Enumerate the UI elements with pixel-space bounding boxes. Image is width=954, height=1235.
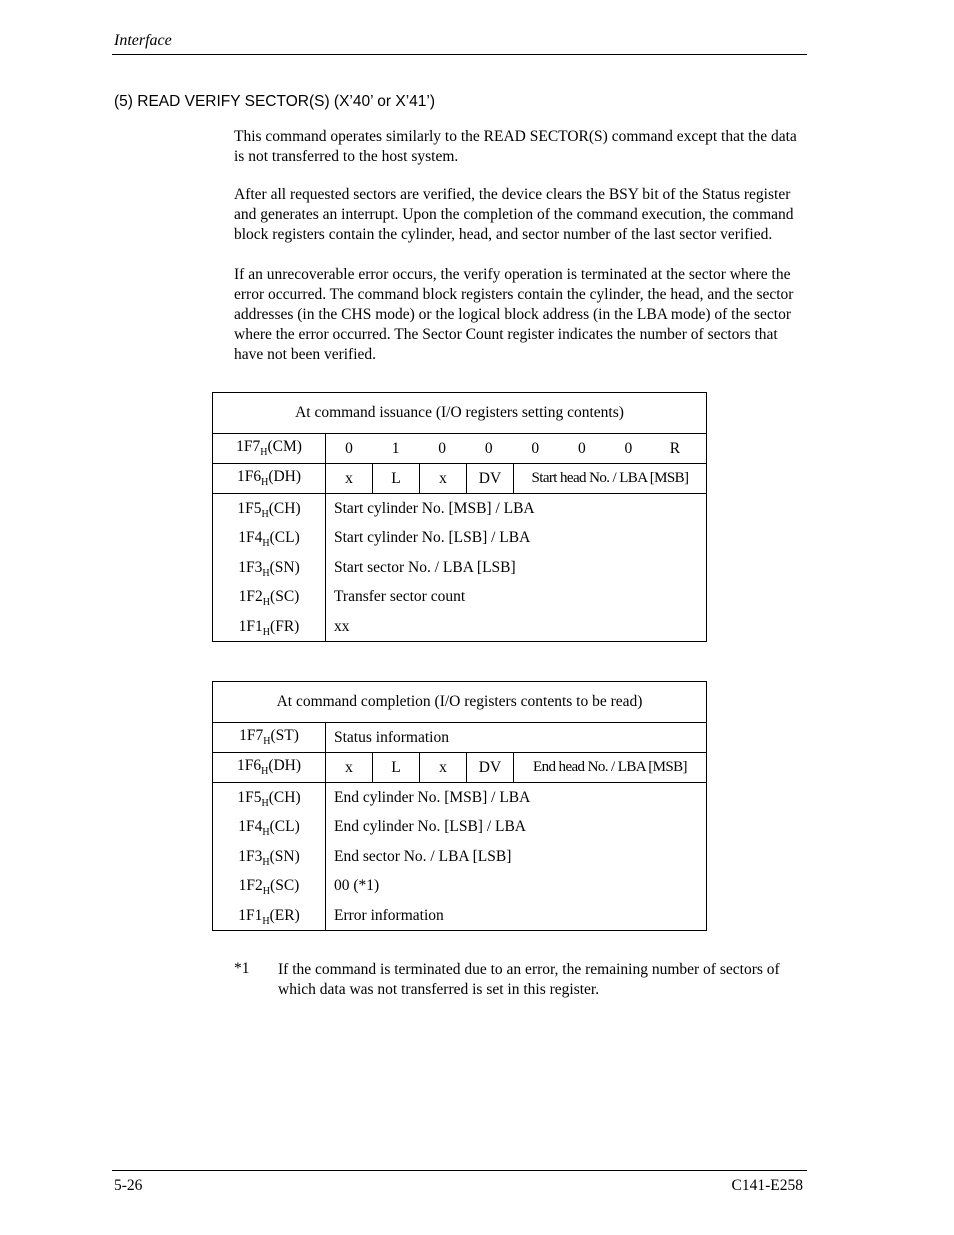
register-name: $1F6_H(DH)$	[213, 753, 326, 783]
bit: 1	[391, 439, 400, 457]
register-name: $1F7_H(ST)$	[213, 723, 326, 753]
dh-cell: x	[326, 464, 373, 493]
register-name: $1F1_H(ER)$	[238, 906, 300, 927]
device-head-bits	[326, 753, 707, 783]
register-value: xx	[334, 617, 350, 635]
register-value: End cylinder No. [MSB] / LBA	[334, 789, 531, 806]
section-heading: (5) READ VERIFY SECTOR(S) (X’40’ or X’41’)	[114, 93, 435, 110]
register-value: End cylinder No. [LSB] / LBA	[334, 818, 527, 836]
register-name: $1F7_H(CM)$	[213, 434, 326, 464]
register-value: Start cylinder No. [LSB] / LBA	[334, 529, 531, 547]
register-name: $1F5_H(CH)$	[237, 789, 301, 810]
paragraph: If an unrecoverable error occurs, the verify operation is terminated at the sector where the error occurred. The command block registers contain the cylinder, the head, and the sector addresses (in the CHS mode) or the logical block address (in the LBA mode) of the sector where the error occurred. The Sector Count register indicates the number of sectors that have not been verified.	[234, 266, 794, 363]
page-header-title: Interface	[114, 32, 172, 49]
register-value: Status information	[326, 723, 707, 753]
dh-cell: x	[420, 464, 467, 493]
register-value-group	[326, 494, 707, 642]
bit: 0	[531, 439, 540, 457]
bit: 0	[484, 439, 493, 457]
register-name: $1F4_H(CL)$	[238, 529, 300, 550]
dh-head-field: End head No. / LBA [MSB]	[533, 759, 687, 775]
register-value: Start sector No. / LBA [LSB]	[334, 558, 516, 576]
paragraph: This command operates similarly to the READ SECTOR(S) command except that the data is not transferred to the host system.	[234, 128, 797, 165]
dh-cell: L	[373, 464, 420, 493]
bit: 0	[438, 439, 446, 457]
dh-head-field: Start head No. / LBA [MSB]	[531, 470, 689, 486]
register-name: $1F6_H(DH)$	[213, 464, 326, 494]
completion-register-table	[212, 681, 707, 931]
bit: R	[669, 439, 681, 457]
register-name: $1F4_H(CL)$	[238, 818, 300, 839]
completion-table-title: At command completion (I/O registers contents to be read)	[213, 682, 707, 723]
paragraph: After all requested sectors are verified, the device clears the BSY bit of the Status register and generates an interrupt. Upon the completion of the command execution, the command block registers contain the cylinder, head, and sector number of the last sector verified.	[234, 186, 794, 243]
dh-cell: x	[420, 753, 467, 782]
bit: 0	[577, 439, 586, 457]
page-number: 5-26	[114, 1177, 143, 1194]
register-value: 00 (*1)	[334, 877, 380, 895]
register-name: $1F1_H(FR)$	[238, 617, 300, 638]
issuance-table-title: At command issuance (I/O registers setting contents)	[213, 393, 707, 434]
dh-cell: x	[326, 753, 373, 782]
register-name: $1F5_H(CH)$	[237, 500, 301, 521]
register-name: $1F2_H(SC)$	[238, 588, 300, 609]
register-name: $1F2_H(SC)$	[238, 877, 300, 898]
register-value: Start cylinder No. [MSB] / LBA	[334, 500, 535, 517]
footer-rule	[112, 1170, 807, 1171]
dh-cell: DV	[467, 753, 514, 782]
device-head-bits	[326, 464, 707, 494]
bit: 0	[345, 439, 353, 457]
dh-cell: L	[373, 753, 420, 782]
register-name-group	[213, 494, 326, 642]
document-id: C141-E258	[731, 1177, 803, 1194]
register-name-group	[213, 783, 326, 931]
register-value: End sector No. / LBA [LSB]	[334, 847, 512, 865]
footnote-text: If the command is terminated due to an error, the remaining number of sectors of which data was not transferred is set in this register.	[278, 961, 780, 998]
header-rule	[112, 54, 807, 55]
bit: 0	[624, 439, 633, 457]
register-value: Error information	[334, 906, 444, 924]
dh-cell: DV	[467, 464, 514, 493]
command-bits	[326, 434, 707, 464]
register-name: $1F3_H(SN)$	[238, 847, 300, 868]
issuance-register-table	[212, 392, 707, 642]
footnote-mark: *1	[234, 960, 250, 977]
register-value-group	[326, 783, 707, 931]
register-name: $1F3_H(SN)$	[238, 558, 300, 579]
register-value: Transfer sector count	[334, 588, 466, 606]
